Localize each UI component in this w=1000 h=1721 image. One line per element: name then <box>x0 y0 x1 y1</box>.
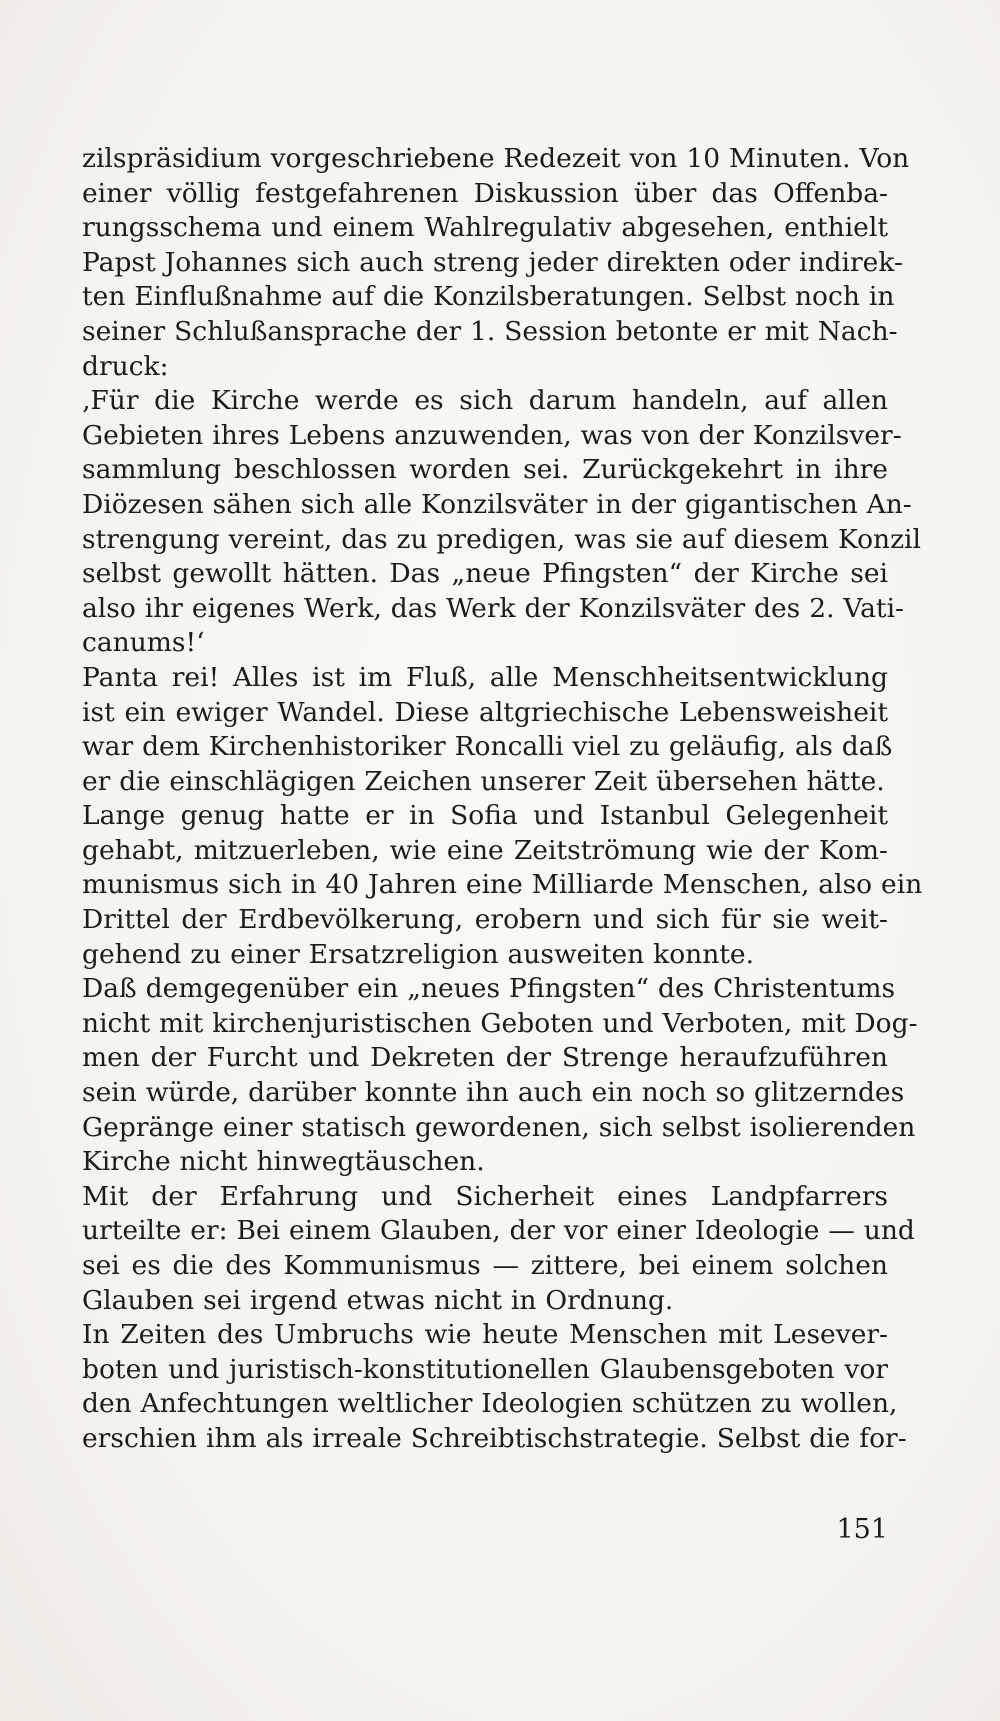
text-line: einer völlig festgefahrenen Diskussion über das Offenba- <box>82 177 888 209</box>
text-line: Lange genug hatte er in Sofia und Istanbul Gelegenheit <box>82 800 888 832</box>
text-line: urteilte er: Bei einem Glauben, der vor einer Ideologie — und <box>82 1215 915 1247</box>
text-line: er die einschlägigen Zeichen unserer Zeit übersehen hätte. <box>82 765 885 797</box>
text-line: Papst Johannes sich auch streng jeder direkten oder indirek- <box>82 246 903 278</box>
text-line: sein würde, darüber konnte ihn auch ein noch so glitzerndes <box>82 1077 905 1109</box>
text-line: Gepränge einer statisch gewordenen, sich selbst isolierenden <box>82 1111 916 1143</box>
text-line: selbst gewollt hätten. Das „neue Pfingsten“ der Kirche sei <box>82 558 888 590</box>
text-line: men der Furcht und Dekreten der Strenge heraufzuführen <box>82 1042 888 1074</box>
text-line: Gebieten ihres Lebens anzuwenden, was von der Konzilsver- <box>82 419 902 451</box>
text-line: seiner Schlußansprache der 1. Session betonte er mit Nach- <box>82 315 898 347</box>
text-line: Kirche nicht hinwegtäuschen. <box>82 1146 485 1178</box>
text-line: Panta rei! Alles ist im Fluß, alle Menschheitsentwicklung <box>82 661 888 693</box>
body-text <box>82 142 923 1457</box>
text-line: strengung vereint, das zu predigen, was sie auf diesem Konzil <box>82 523 922 555</box>
text-line: rungsschema und einem Wahlregulativ abgesehen, enthielt <box>82 212 888 244</box>
text-line: Daß demgegenüber ein „neues Pfingsten“ des Christentums <box>82 973 896 1005</box>
text-line: ist ein ewiger Wandel. Diese altgriechische Lebensweisheit <box>82 696 888 728</box>
text-line: druck: <box>82 350 169 382</box>
text-line: ‚Für die Kirche werde es sich darum handeln, auf allen <box>82 385 888 417</box>
text-line: Diözesen sähen sich alle Konzilsväter in der gigantischen An- <box>82 488 912 520</box>
text-line: Mit der Erfahrung und Sicherheit eines Landpfarrers <box>82 1180 888 1212</box>
text-line: boten und juristisch-konstitutionellen Glaubensgeboten vor <box>82 1353 888 1385</box>
text-line: war dem Kirchenhistoriker Roncalli viel zu geläufig, als daß <box>82 731 893 763</box>
text-line: Glauben sei irgend etwas nicht in Ordnung. <box>82 1284 674 1316</box>
text-line: Drittel der Erdbevölkerung, erobern und sich für sie weit- <box>82 904 888 936</box>
page-number: 151 <box>836 1514 888 1545</box>
text-line: ten Einflußnahme auf die Konzilsberatungen. Selbst noch in <box>82 281 895 313</box>
text-line: In Zeiten des Umbruchs wie heute Menschen mit Lesever- <box>82 1319 888 1351</box>
text-line: munismus sich in 40 Jahren eine Milliarde Menschen, also ein <box>82 869 923 901</box>
text-line: sei es die des Kommunismus — zittere, bei einem solchen <box>82 1250 888 1281</box>
text-line: also ihr eigenes Werk, das Werk der Konzilsväter des 2. Vati- <box>82 592 904 624</box>
text-line: erschien ihm als irreale Schreibtischstrategie. Selbst die for- <box>82 1422 907 1454</box>
text-line: sammlung beschlossen worden sei. Zurückgekehrt in ihre <box>82 454 888 486</box>
text-line: den Anfechtungen weltlicher Ideologien schützen zu wollen, <box>82 1388 898 1420</box>
text-line: zilspräsidium vorgeschriebene Redezeit von 10 Minuten. Von <box>82 143 910 174</box>
text-line: gehabt, mitzuerleben, wie eine Zeitströmung wie der Kom- <box>82 834 888 866</box>
text-line: canums!‘ <box>82 627 205 659</box>
text-line: gehend zu einer Ersatzreligion ausweiten konnte. <box>82 938 755 970</box>
text-line: nicht mit kirchenjuristischen Geboten und Verboten, mit Dog- <box>82 1007 918 1039</box>
